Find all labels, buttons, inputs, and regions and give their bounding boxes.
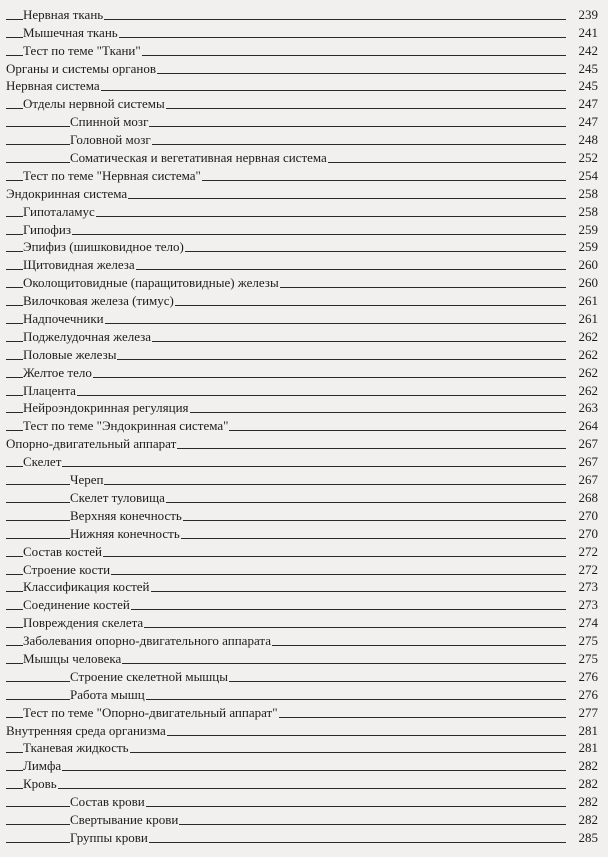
toc-entry	[0, 239, 608, 257]
toc-entry-title: Мышечная ткань	[23, 24, 118, 40]
toc-entry-title: Внутренняя среда организма	[6, 722, 166, 738]
toc-entry-page: 258	[568, 187, 598, 200]
toc-entry-page: 276	[568, 670, 598, 683]
toc-entry-page: 276	[568, 688, 598, 701]
toc-entry-title: Кровь	[23, 776, 57, 792]
toc-entry	[0, 561, 608, 579]
toc-entry-title: Нервная ткань	[23, 6, 104, 22]
toc-entry-title: Мышцы человека	[23, 650, 122, 666]
toc-entry	[0, 292, 608, 310]
toc-entry-page: 247	[568, 97, 598, 110]
toc-entry	[0, 614, 608, 632]
toc-entry-page: 264	[568, 419, 598, 432]
toc-entry-page: 258	[568, 205, 598, 218]
toc-entry	[0, 650, 608, 668]
toc-entry	[0, 435, 608, 453]
toc-entry-title: Эпифиз (шишковидное тело)	[23, 239, 184, 255]
toc-entry-title: Околощитовидные (паращитовидные) железы	[23, 275, 279, 291]
toc-entry-page: 262	[568, 348, 598, 361]
toc-entry-title: Тканевая жидкость	[23, 740, 129, 756]
toc-entry-page: 274	[568, 616, 598, 629]
toc-entry-title: Отделы нервной системы	[23, 96, 165, 112]
toc-entry-title: Тест по теме "Ткани"	[23, 42, 141, 58]
toc-entry-page: 261	[568, 294, 598, 307]
toc-entry-page: 263	[568, 401, 598, 414]
toc-entry	[0, 364, 608, 382]
toc-entry-page: 254	[568, 169, 598, 182]
toc-entry-page: 247	[568, 115, 598, 128]
toc-entry-title: Соматическая и вегетативная нервная система	[70, 150, 327, 166]
toc-entry-page: 267	[568, 473, 598, 486]
toc-entry-page: 239	[568, 8, 598, 21]
toc-entry-title: Нижняя конечность	[70, 525, 180, 541]
toc-entry-title: Скелет туловища	[70, 489, 165, 505]
toc-entry-title: Половые железы	[23, 346, 117, 362]
toc-entry-title: Нейроэндокринная регуляция	[23, 400, 189, 416]
dot-leader	[6, 788, 566, 789]
toc-entry-title: Свертывание крови	[70, 811, 179, 827]
toc-entry	[0, 131, 608, 149]
toc-entry-title: Соединение костей	[23, 597, 130, 613]
toc-entry	[0, 346, 608, 364]
toc-entry-page: 260	[568, 276, 598, 289]
toc-entry-page: 273	[568, 598, 598, 611]
toc-entry	[0, 596, 608, 614]
toc-entry-page: 282	[568, 759, 598, 772]
toc-entry	[0, 722, 608, 740]
toc-entry-title: Тест по теме "Опорно-двигательный аппарат"	[23, 704, 278, 720]
toc-entry-page: 268	[568, 491, 598, 504]
toc-entry-page: 252	[568, 151, 598, 164]
toc-entry-page: 270	[568, 509, 598, 522]
toc-entry	[0, 382, 608, 400]
toc-entry	[0, 221, 608, 239]
toc-entry-page: 260	[568, 258, 598, 271]
toc-entry	[0, 775, 608, 793]
toc-entry	[0, 274, 608, 292]
toc-entry-page: 262	[568, 330, 598, 343]
toc-entry	[0, 203, 608, 221]
toc-entry-page: 267	[568, 455, 598, 468]
toc-entry	[0, 42, 608, 60]
toc-entry-page: 267	[568, 437, 598, 450]
toc-entry-title: Тест по теме "Эндокринная система"	[23, 418, 229, 434]
toc-entry	[0, 400, 608, 418]
toc-entry-page: 241	[568, 26, 598, 39]
toc-entry-page: 281	[568, 724, 598, 737]
table-of-contents	[0, 6, 608, 847]
toc-entry-page: 248	[568, 133, 598, 146]
toc-entry-page: 259	[568, 240, 598, 253]
toc-entry-page: 272	[568, 563, 598, 576]
toc-entry	[0, 113, 608, 131]
toc-entry	[0, 328, 608, 346]
toc-entry-title: Строение скелетной мышцы	[70, 668, 228, 684]
toc-entry	[0, 525, 608, 543]
toc-entry-page: 262	[568, 384, 598, 397]
toc-entry-page: 270	[568, 527, 598, 540]
toc-entry-title: Органы и системы органов	[6, 60, 156, 76]
toc-entry	[0, 471, 608, 489]
dot-leader	[6, 395, 566, 396]
toc-entry-title: Головной мозг	[70, 132, 151, 148]
toc-entry-title: Надпочечники	[23, 311, 104, 327]
toc-entry-title: Эндокринная система	[6, 185, 128, 201]
toc-entry-title: Спинной мозг	[70, 114, 149, 130]
toc-entry-page: 273	[568, 580, 598, 593]
toc-entry-title: Скелет	[23, 454, 62, 470]
toc-entry	[0, 543, 608, 561]
toc-entry	[0, 811, 608, 829]
toc-entry-page: 261	[568, 312, 598, 325]
toc-entry-title: Плацента	[23, 382, 76, 398]
toc-entry-page: 281	[568, 741, 598, 754]
toc-entry	[0, 60, 608, 78]
toc-entry-title: Строение кости	[23, 561, 111, 577]
toc-entry	[0, 185, 608, 203]
toc-entry-page: 282	[568, 795, 598, 808]
toc-entry-title: Поджелудочная железа	[23, 328, 152, 344]
toc-entry	[0, 95, 608, 113]
toc-entry	[0, 757, 608, 775]
toc-entry-title: Лимфа	[23, 758, 62, 774]
toc-entry	[0, 453, 608, 471]
toc-entry-page: 245	[568, 62, 598, 75]
toc-entry-page: 259	[568, 223, 598, 236]
toc-entry-page: 272	[568, 545, 598, 558]
toc-entry	[0, 6, 608, 24]
toc-entry	[0, 829, 608, 847]
toc-entry-title: Нервная система	[6, 78, 100, 94]
toc-entry	[0, 167, 608, 185]
toc-entry-title: Опорно-двигательный аппарат	[6, 436, 177, 452]
toc-entry-title: Вилочковая железа (тимус)	[23, 293, 174, 309]
toc-entry	[0, 793, 608, 811]
toc-entry	[0, 507, 608, 525]
toc-entry-page: 242	[568, 44, 598, 57]
toc-entry	[0, 579, 608, 597]
toc-entry	[0, 686, 608, 704]
toc-entry	[0, 668, 608, 686]
toc-entry-title: Желтое тело	[23, 364, 92, 380]
toc-entry-page: 282	[568, 813, 598, 826]
toc-entry	[0, 256, 608, 274]
toc-entry	[0, 149, 608, 167]
toc-entry-title: Заболевания опорно-двигательного аппарата	[23, 633, 271, 649]
toc-entry-title: Состав крови	[70, 794, 145, 810]
toc-entry-title: Классификация костей	[23, 579, 150, 595]
toc-entry	[0, 489, 608, 507]
toc-entry-title: Череп	[70, 472, 104, 488]
toc-entry-page: 275	[568, 634, 598, 647]
dot-leader	[6, 770, 566, 771]
toc-entry-title: Верхняя конечность	[70, 507, 182, 523]
toc-entry-title: Повреждения скелета	[23, 615, 144, 631]
toc-entry-page: 245	[568, 79, 598, 92]
toc-entry	[0, 632, 608, 650]
toc-entry-page: 282	[568, 777, 598, 790]
toc-entry-title: Тест по теме "Нервная система"	[23, 167, 201, 183]
toc-entry	[0, 704, 608, 722]
toc-entry	[0, 78, 608, 96]
toc-entry	[0, 24, 608, 42]
toc-entry-title: Состав костей	[23, 543, 102, 559]
toc-entry-title: Работа мышц	[70, 686, 145, 702]
toc-entry	[0, 740, 608, 758]
toc-entry	[0, 417, 608, 435]
toc-entry-page: 285	[568, 831, 598, 844]
dot-leader	[6, 466, 566, 467]
toc-entry-title: Гипофиз	[23, 221, 71, 237]
toc-entry	[0, 310, 608, 328]
toc-entry-page: 277	[568, 706, 598, 719]
toc-entry-title: Группы крови	[70, 829, 148, 845]
toc-entry-title: Гипоталамус	[23, 203, 95, 219]
toc-entry-title: Щитовидная железа	[23, 257, 135, 273]
toc-entry-page: 262	[568, 366, 598, 379]
toc-entry-page: 275	[568, 652, 598, 665]
dot-leader	[6, 234, 566, 235]
